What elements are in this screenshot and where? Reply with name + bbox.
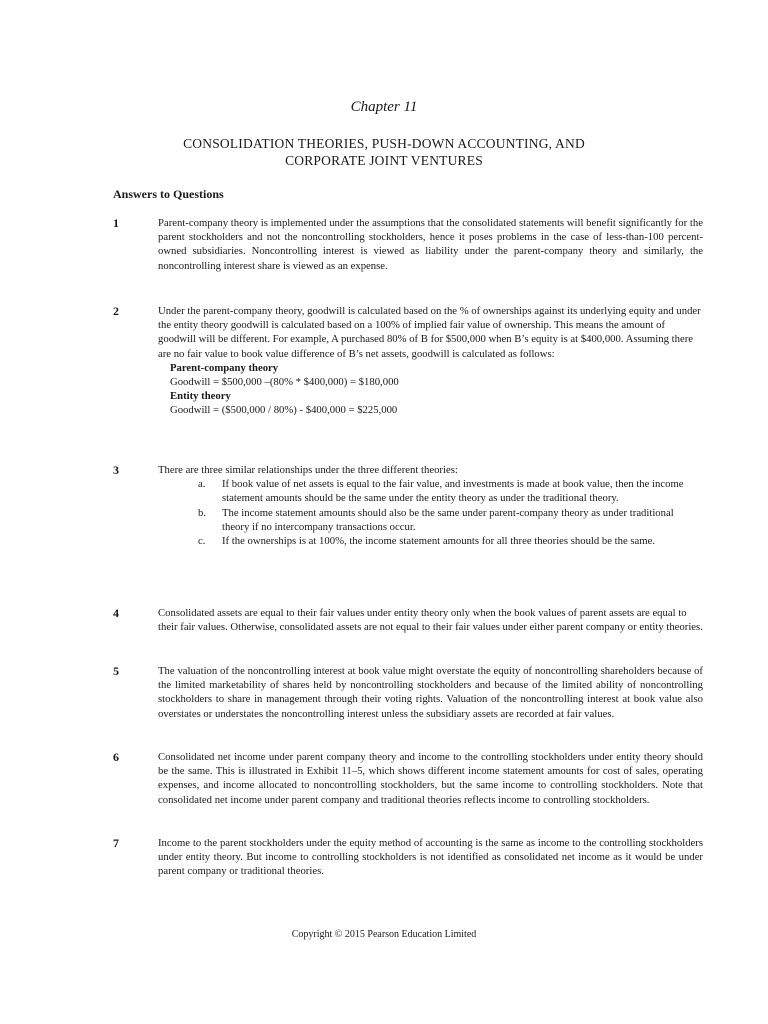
answer-text: Income to the parent stockholders under the equity method of accounting is the same as income to the controlling stockholders under entity theory. But income to controlling stockholders is not identified as consolidated net income as it would be under parent company or traditional theories. bbox=[158, 837, 703, 878]
chapter-title bbox=[0, 135, 768, 169]
list-item-text: The income statement amounts should also be the same under parent-company theory as under traditional theory if no intercompany transactions occur. bbox=[222, 506, 674, 533]
answer-text: Consolidated net income under parent company theory and income to the controlling stockholders under entity theory should be the same. This is illustrated in Exhibit 11–5, which shows different income statement amounts for cost of sales, operating expenses, and income allocated to noncontrolling stockholders, but the same income to controlling stockholders. Note that consolidated net income under parent company and traditional theories reflects income to controlling stockholders. bbox=[158, 751, 703, 806]
question-number: 2 bbox=[113, 304, 119, 318]
question-number: 3 bbox=[113, 463, 119, 477]
question-1 bbox=[113, 216, 703, 273]
list-item-text: If the ownerships is at 100%, the income statement amounts for all three theories should be the same. bbox=[222, 535, 656, 548]
answer-text: Parent-company theory is implemented under the assumptions that the consolidated statements will benefit significantly for the parent stockholders and not the noncontrolling stockholders, hence it poses problems in the case of less-than-100 percent-owned subsidiaries. Noncontrolling interest is viewed as liability under the parent-company theory and similarly, the noncontrolling interest share is viewed as an expense. bbox=[158, 217, 703, 272]
list-item bbox=[198, 506, 703, 534]
chapter-title-line-1: CONSOLIDATION THEORIES, PUSH-DOWN ACCOUNTING, AND bbox=[183, 136, 585, 151]
question-7 bbox=[113, 836, 703, 879]
list-item bbox=[198, 477, 703, 505]
copyright-footer: Copyright © 2015 Pearson Education Limited bbox=[291, 929, 477, 940]
answer-text: The valuation of the noncontrolling interest at book value might overstate the equity of noncontrolling shareholders because of the limited marketability of shares held by noncontrolling stockholders and because of the limited ability of noncontrolling stockholders to share in management through their voting rights. Valuation of the noncontrolling interest at book value also overstates or understates the noncontrolling interest unless the subsidiary assets are recorded at fair values. bbox=[158, 665, 703, 720]
goodwill-calculation-entity: Goodwill = ($500,000 / 80%) - $400,000 = $225,000 bbox=[170, 404, 398, 417]
question-2 bbox=[113, 304, 703, 418]
answer-text: Consolidated assets are equal to their fair values under entity theory only when the book values of parent assets are equal to their fair values. Otherwise, consolidated assets are not equal to their fair values under either parent company or entity theories. bbox=[158, 607, 703, 634]
list-marker: c. bbox=[198, 535, 206, 548]
question-5 bbox=[113, 664, 703, 721]
question-6 bbox=[113, 750, 703, 807]
answer-text: Under the parent-company theory, goodwill is calculated based on the % of ownerships against its underlying equity and under the entity theory goodwill is calculated based on a 100% of implied fair value of ownership. This means the amount of goodwill will be different. For example, A purchased 80% of B for $500,000 when B’s equity is at $400,000. Assuming there are no fair value to book value difference of B’s net assets, goodwill is calculated as follows: bbox=[158, 305, 701, 360]
list-item-text: If book value of net assets is equal to the fair value, and investments is made at book value, then the income statement amounts should be the same under the entity theory as under the traditional theory. bbox=[222, 478, 684, 505]
list-marker: b. bbox=[198, 506, 207, 519]
list-item bbox=[198, 534, 703, 548]
question-number: 5 bbox=[113, 664, 119, 678]
question-number: 4 bbox=[113, 606, 119, 620]
question-4 bbox=[113, 606, 703, 634]
list-marker: a. bbox=[198, 478, 206, 491]
goodwill-calculation-parent: Goodwill = $500,000 –(80% * $400,000) = $180,000 bbox=[170, 376, 399, 389]
section-heading: Answers to Questions bbox=[113, 187, 224, 201]
relationship-list bbox=[198, 477, 703, 548]
chapter-label: Chapter 11 bbox=[350, 99, 418, 115]
chapter-title-line-2: CORPORATE JOINT VENTURES bbox=[285, 153, 483, 168]
subheading-parent-company-theory: Parent-company theory bbox=[170, 361, 279, 374]
subheading-entity-theory: Entity theory bbox=[170, 390, 231, 403]
question-number: 7 bbox=[113, 836, 119, 850]
question-number: 1 bbox=[113, 216, 119, 230]
question-3 bbox=[113, 463, 703, 548]
answer-text: There are three similar relationships under the three different theories: bbox=[158, 464, 458, 476]
question-number: 6 bbox=[113, 750, 119, 764]
